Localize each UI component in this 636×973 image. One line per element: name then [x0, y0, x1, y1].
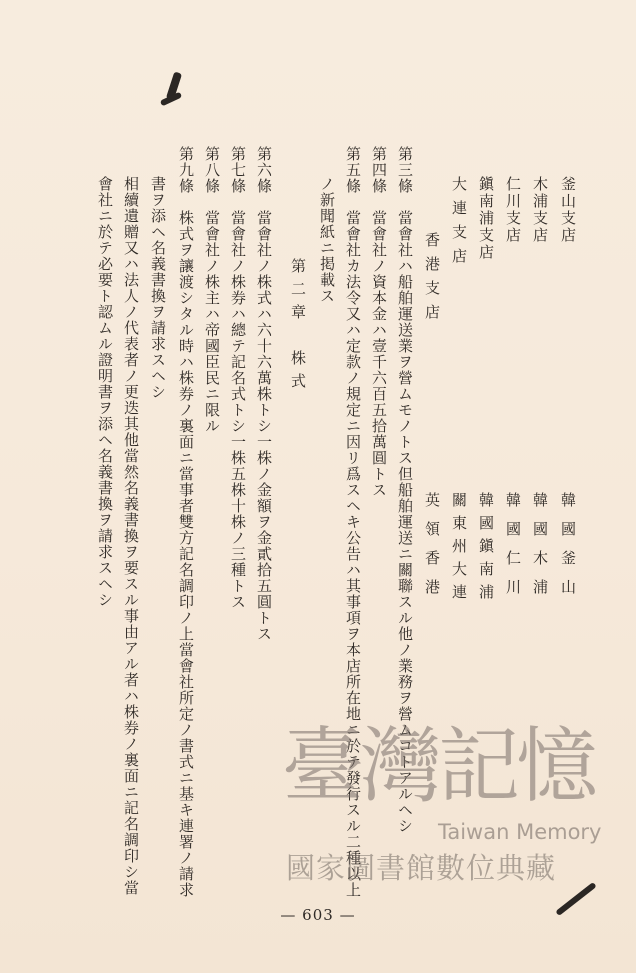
branch-location-incheon: 韓國仁川 [504, 492, 522, 608]
page-number: — 603 — [280, 906, 356, 924]
article-5-line-1: 第五條 當會社カ法令又ハ定款ノ規定ニ因リ爲スヘキ公告ハ其事項ヲ本店所在地ニ於テ發行スル二種以上 [344, 146, 362, 898]
branch-location-busan: 韓國釜山 [559, 492, 577, 608]
branch-location-dalian: 關東州大連 [450, 492, 468, 607]
article-9-line-4: 會社ニ於テ必要ト認ムル證明書ヲ添ヘ名義書換ヲ請求スヘシ [96, 176, 114, 608]
article-7: 第七條 當會社ノ株券ハ總テ記名式トシ一株五株十株ノ三種トス [229, 146, 247, 610]
branch-name-busan: 釜山支店 [559, 176, 577, 244]
article-9-line-1: 第九條 株式ヲ讓渡シタル時ハ株券ノ裏面ニ當事者雙方記名調印ノ上當會社所定ノ書式ニ基キ連署ノ請求 [177, 146, 195, 898]
article-3-line-1: 第三條 當會社ハ船舶運送業ヲ營ムモノトス但船舶運送ニ關聯スル他ノ業務ヲ營ムコトアルヘシ [396, 146, 414, 834]
chapter-heading: 第二章 株式 [289, 258, 307, 396]
branch-name-jinnampo: 鎭南浦支店 [477, 176, 495, 261]
article-5-line-2: ノ新聞紙ニ掲載ス [318, 176, 336, 304]
branch-name-mokpo: 木浦支店 [531, 176, 549, 244]
watermark-english: Taiwan Memory [438, 820, 602, 844]
branch-location-jinnampo: 韓國鎭南浦 [477, 492, 495, 607]
watermark-logo: 臺灣記憶 [282, 719, 595, 814]
watermark-institution: 國家圖書館數位典藏 [286, 851, 557, 885]
article-4: 第四條 當會社ノ資本金ハ壹千六百五拾萬圓トス [370, 146, 388, 498]
branch-name-hongkong: 香港支店 [423, 232, 441, 328]
branch-location-hongkong: 英領香港 [423, 492, 441, 608]
branch-name-dalian: 大連支店 [450, 176, 468, 272]
article-6: 第六條 當會社ノ株式ハ六十六萬株トシ一株ノ金額ヲ金貳拾五圓トス [255, 146, 273, 642]
article-9-line-2: 書ヲ添ヘ名義書換ヲ請求スヘシ [149, 176, 167, 400]
branch-location-mokpo: 韓國木浦 [531, 492, 549, 608]
branch-name-incheon: 仁川支店 [504, 176, 522, 244]
article-9-line-3: 相續遺贈又ハ法人ノ代表者ノ更迭其他當然名義書換ヲ要スル事由アル者ハ株券ノ裏面ニ記名調印シ當 [122, 176, 140, 896]
article-8: 第八條 當會社ノ株主ハ帝國臣民ニ限ル [203, 146, 221, 434]
